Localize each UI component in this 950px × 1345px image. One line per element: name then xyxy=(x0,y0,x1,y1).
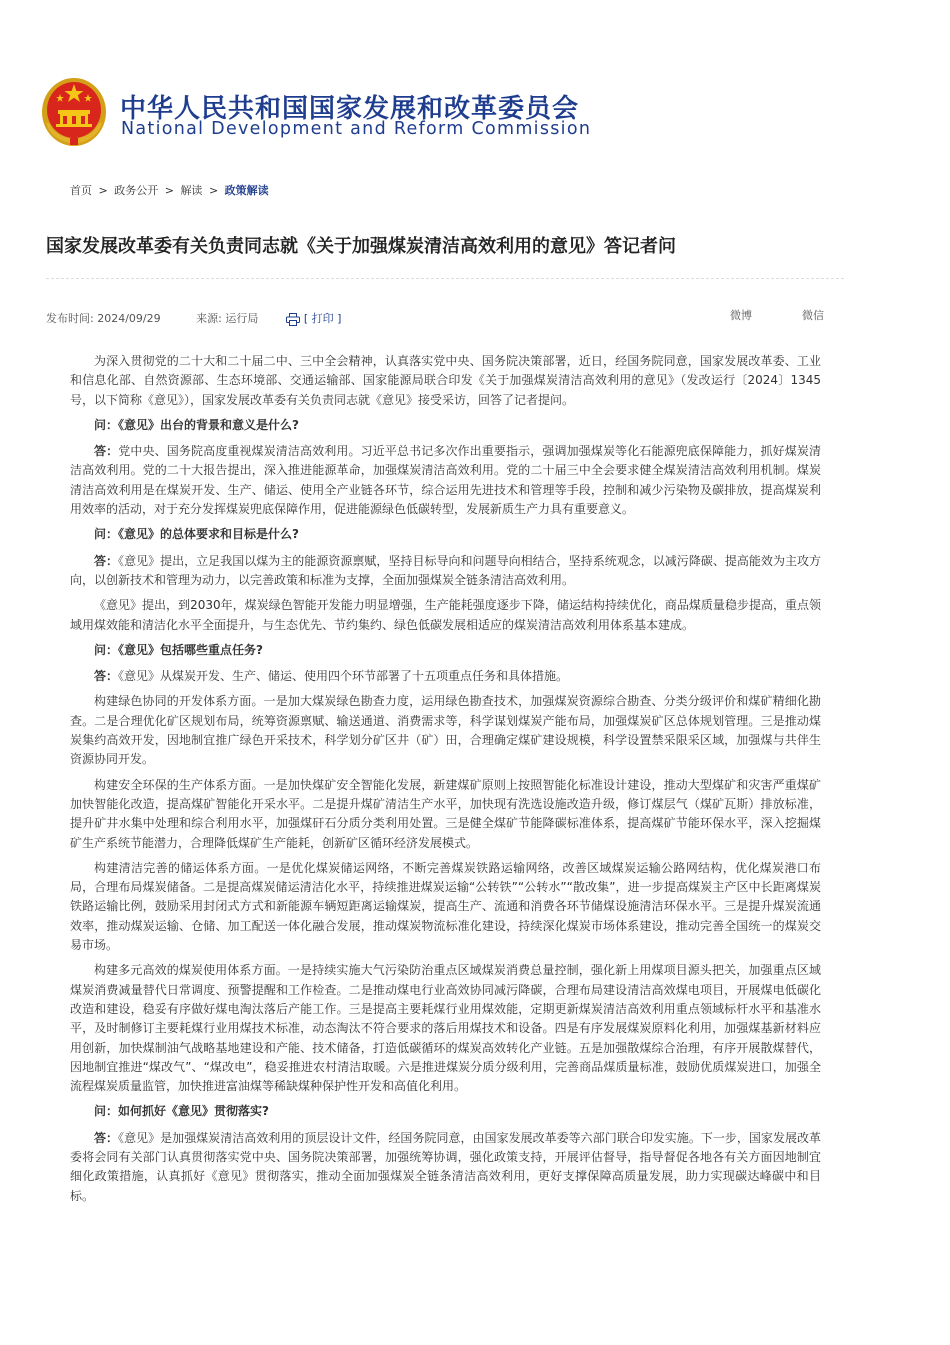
breadcrumb-home-link[interactable]: 首页 xyxy=(70,184,92,197)
org-name-en[interactable]: National Development and Reform Commission xyxy=(121,119,592,139)
answer-lead: 答： xyxy=(94,444,119,459)
answer-lead: 答： xyxy=(94,1130,119,1145)
breadcrumb xyxy=(70,182,269,198)
body-paragraph: 为深入贯彻党的二十大和二十届二中、三中全会精神，认真落实党中央、国务院决策部署，近日，经国务院同意，国家发展改革委、工业和信息化部、自然资源部、生态环境部、交通运输部、国家能源局联合印发《关于加强煤炭清洁高效利用的意见》（发改运行〔2024〕1345号，以下简称《意见》），国家发展改革委有关负责同志就《意见》接受采访，回答了记者提问。 xyxy=(70,354,821,407)
source-label: 来源: xyxy=(196,312,222,325)
org-name-cn[interactable]: 中华人民共和国国家发展和改革委员会 xyxy=(120,94,580,124)
body-paragraph: 构建清洁完善的储运体系方面。一是优化煤炭储运网络，不断完善煤炭铁路运输网络，改善区域煤炭运输公路网结构，优化煤炭港口布局，合理布局煤炭储备。二是提高煤炭储运清洁化水平，持续推进煤炭运输“公转铁”“公转水”“散改集”，进一步提高煤炭主产区中长距离煤炭铁路运输比例，鼓励采用封闭式方式和新能源车辆短距离运输煤炭，提高生产、流通和消费各环节储煤设施清洁环保水平。三是提升煤炭流通效率，推动煤炭运输、仓储、加工配送一体化融合发展，推动煤炭物流标准化建设，持续深化煤炭市场体系建设，推动完善全国统一的煤炭交易市场。 xyxy=(70,860,821,953)
answer-paragraph: 答：《意见》提出，立足我国以煤为主的能源资源禀赋，坚持目标导向和问题导向相结合，坚持系统观念，以减污降碳、提高能效为主攻方向，以创新技术和管理为动力，以完善政策和标准为支撑，全面加强煤炭全链条清洁高效利用。 xyxy=(70,553,821,587)
answer-paragraph: 答：《意见》从煤炭开发、生产、储运、使用四个环节部署了十五项重点任务和具体措施。 xyxy=(94,669,569,684)
publish-date-label: 发布时间: xyxy=(46,312,94,325)
breadcrumb-separator: > xyxy=(208,184,219,197)
article-body xyxy=(70,352,821,1212)
site-header xyxy=(40,74,640,154)
title-divider xyxy=(46,278,844,279)
national-emblem-icon[interactable] xyxy=(40,74,108,148)
answer-paragraph: 答：《意见》是加强煤炭清洁高效利用的顶层设计文件，经国务院同意，由国家发展改革委等六部门联合印发实施。下一步，国家发展改革委将会同有关部门认真贯彻落实党中央、国务院决策部署，加强统筹协调，强化政策支持，开展评估督导，指导督促各地各有关方面因地制宜细化政策措施，认真抓好《意见》贯彻落实，推动全面加强煤炭全链条清洁高效利用，更好支撑保障高质量发展，助力实现碳达峰碳中和目标。 xyxy=(70,1130,821,1203)
answer-paragraph: 答：党中央、国务院高度重视煤炭清洁高效利用。习近平总书记多次作出重要指示，强调加强煤炭等化石能源兜底保障能力，抓好煤炭清洁高效利用。党的二十大报告提出，深入推进能源革命，加强煤炭清洁高效利用。党的二十届三中全会要求健全煤炭清洁高效利用机制。煤炭清洁高效利用是在煤炭开发、生产、储运、使用全产业链各环节，综合运用先进技术和管理等手段，控制和减少污染物及碳排放，提高煤炭利用效率的活动，对于充分发挥煤炭兜底保障作用，促进能源绿色低碳转型，发展新质生产力具有重要意义。 xyxy=(70,444,821,517)
breadcrumb-current[interactable]: 政策解读 xyxy=(224,184,269,197)
print-label[interactable]: [ 打印 ] xyxy=(303,312,342,325)
question-paragraph: 问：《意见》的总体要求和目标是什么? xyxy=(94,527,299,542)
print-button[interactable] xyxy=(286,310,342,326)
share-weibo-button[interactable]: 微博 xyxy=(730,309,752,322)
body-paragraph: 构建安全环保的生产体系方面。一是加快煤矿安全智能化发展，新建煤矿原则上按照智能化标准设计建设，推动大型煤矿和灾害严重煤矿加快智能化改造，提高煤矿智能化开采水平。二是提升煤矿清洁生产水平，加快现有洗选设施改造升级，修订煤层气（煤矿瓦斯）排放标准，提升矿井水集中处理和综合利用水平，加强煤矸石分质分类利用处置。三是健全煤矿节能降碳标准体系，提高煤矿节能环保水平，深入挖掘煤矿生产系统节能潜力，合理降低煤矿生产能耗，创新矿区循环经济发展模式。 xyxy=(70,777,821,850)
publish-date: 2024/09/29 xyxy=(97,312,161,325)
breadcrumb-separator: > xyxy=(98,184,108,197)
source-value: 运行局 xyxy=(225,312,259,325)
answer-lead: 答： xyxy=(94,553,119,568)
share-wechat-button[interactable]: 微信 xyxy=(802,309,824,322)
breadcrumb-gov-affairs-link[interactable]: 政务公开 xyxy=(114,184,159,197)
page-title: 国家发展改革委有关负责同志就《关于加强煤炭清洁高效利用的意见》答记者问 xyxy=(46,236,676,257)
answer-lead: 答： xyxy=(94,669,119,684)
printer-icon xyxy=(286,313,300,326)
breadcrumb-interpretation-link[interactable]: 解读 xyxy=(180,184,203,197)
body-paragraph: 《意见》提出，到2030年，煤炭绿色智能开发能力明显增强，生产能耗强度逐步下降，储运结构持续优化，商品煤质量稳步提高，重点领域用煤效能和清洁化水平全面提升，与生态优先、节约集约、绿色低碳发展相适应的煤炭清洁高效利用体系基本建成。 xyxy=(70,598,821,632)
question-paragraph: 问：如何抓好《意见》贯彻落实? xyxy=(94,1104,269,1119)
question-paragraph: 问：《意见》出台的背景和意义是什么? xyxy=(94,417,299,432)
breadcrumb-separator: > xyxy=(164,184,174,197)
question-paragraph: 问：《意见》包括哪些重点任务? xyxy=(94,642,263,657)
article-meta xyxy=(46,310,341,326)
body-paragraph: 构建绿色协同的开发体系方面。一是加大煤炭绿色勘查力度，运用绿色勘查技术，加强煤炭资源综合勘查、分类分级评价和煤矿精细化勘查。二是合理优化矿区规划布局，统筹资源禀赋、输送通道、消费需求等，科学谋划煤炭产能布局，加强煤炭矿区总体规划管理。三是推动煤炭集约高效开发，因地制宜推广绿色开采技术，科学划分矿区井（矿）田，合理确定煤矿建设规模，科学设置禁采限采区域，加强煤与共伴生资源协同开发。 xyxy=(70,694,821,767)
body-paragraph: 构建多元高效的煤炭使用体系方面。一是持续实施大气污染防治重点区域煤炭消费总量控制，强化新上用煤项目源头把关，加强重点区域煤炭消费减量替代日常调度、预警提醒和工作检查。二是推动煤电行业高效协同减污降碳，合理布局建设清洁高效煤电项目，开展煤电低碳化改造和建设，稳妥有序做好煤电淘汰落后产能工作。三是提高主要耗煤行业用煤效能，定期更新煤炭清洁高效利用重点领域标杆水平和基准水平，及时制修订主要耗煤行业用煤技术标准，动态淘汰不符合要求的落后用煤技术和设备。四是有序发展煤炭原料化利用，加强煤基新材料应用创新，加快煤制油气战略基地建设和产能、技术储备，打造低碳循环的煤炭高效转化产业链。五是加强散煤综合治理，有序开展散煤替代，因地制宜推进“煤改气”、“煤改电”，稳妥推进农村清洁取暖。六是推进煤炭分质分级利用，完善商品煤质量标准，鼓励优质煤炭进口，加强全流程煤炭质量监管，加快推进富油煤等稀缺煤种保护性开发和高值化利用。 xyxy=(70,963,821,1094)
